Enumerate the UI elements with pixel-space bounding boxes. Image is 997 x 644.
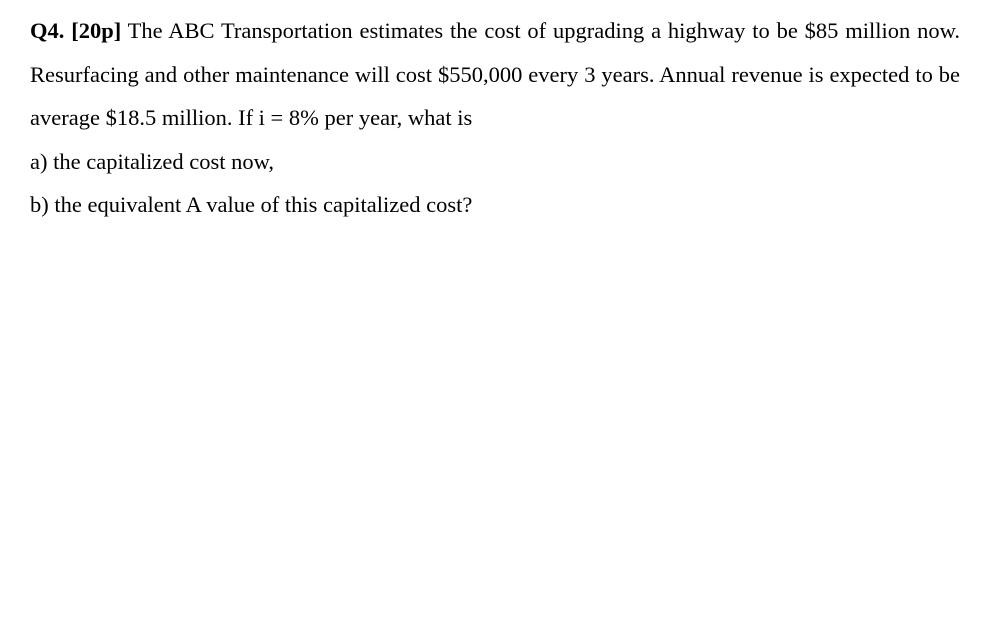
question-stem-paragraph — [30, 9, 960, 140]
question-block — [30, 9, 960, 227]
question-number: Q4. — [30, 18, 65, 43]
question-points: [20p] — [71, 18, 122, 43]
question-part-a: a) the capitalized cost now, — [30, 148, 275, 174]
question-stem: The ABC Transportation estimates the cost of upgrading a highway to be $85 million now. Resurfacing and other maintenance will cost $550,000 every 3 years. Annual revenue is expected to be average $18.5 million. If i = 8% per year, what is — [30, 18, 960, 130]
question-part-b: b) the equivalent A value of this capitalized cost? — [30, 192, 473, 217]
